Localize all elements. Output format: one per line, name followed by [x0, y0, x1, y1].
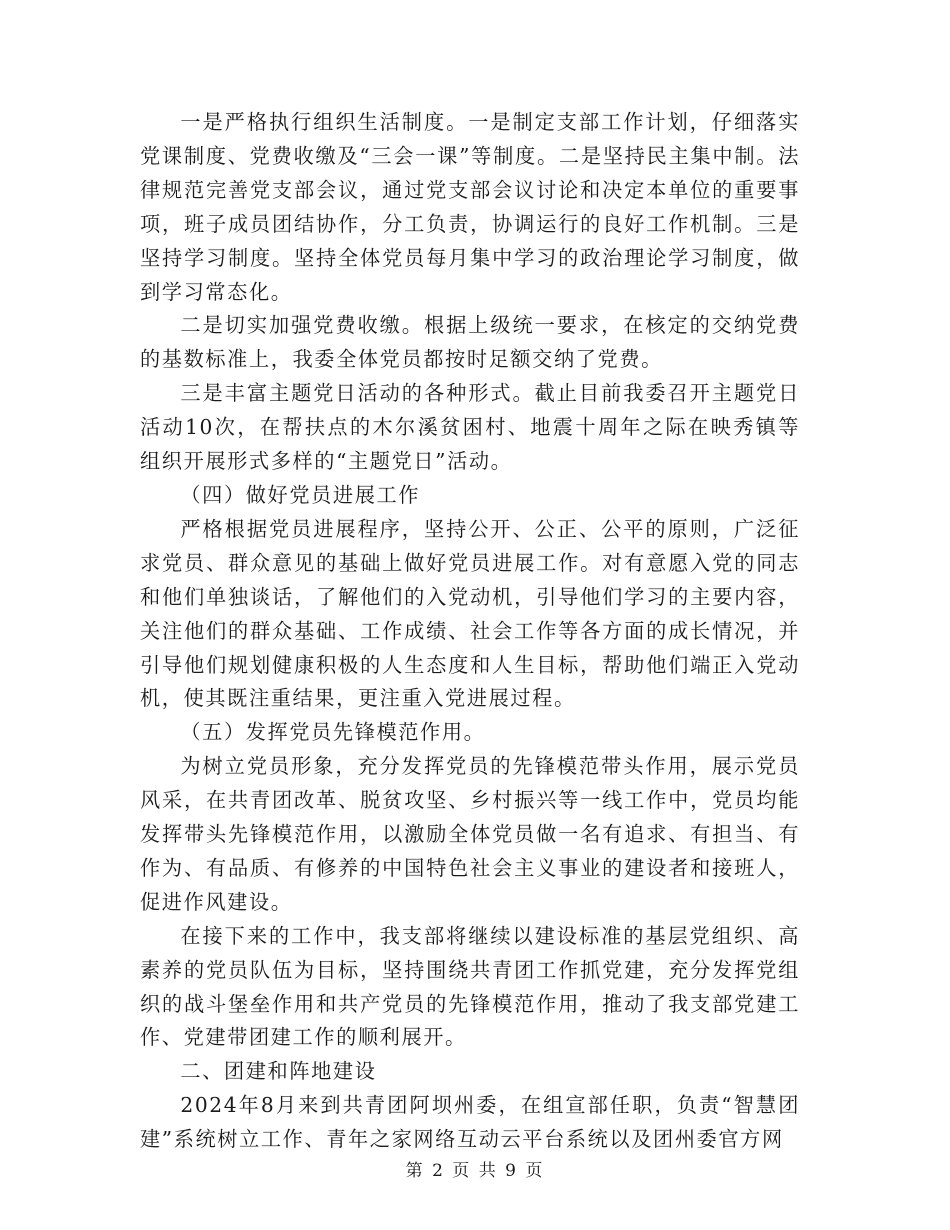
paragraph-league-building: 2024年8月来到共青团阿坝州委，在组宣部任职，负责“智慧团建”系统树立工作、青年之家网络互动云平台系统以及团州委官方网 — [140, 1093, 800, 1152]
paragraph-vanguard-role: 为树立党员形象，充分发挥党员的先锋模范带头作用，展示党员风采，在共青团改革、脱贫攻坚、乡村振兴等一线工作中，党员均能发挥带头先锋模范作用，以激励全体党员做一名有追求、有担当、有作为、有品质、有修养的中国特色社会主义事业的建设者和接班人，促进作风建设。 — [140, 754, 800, 914]
section-heading-member-development: （四）做好党员进展工作 — [180, 482, 421, 507]
paragraph-party-fees: 二是切实加强党费收缴。根据上级统一要求，在核定的交纳党费的基数标准上，我委全体党员都按时足额交纳了党费。 — [140, 313, 800, 372]
document-body — [140, 106, 800, 1157]
section-heading-league-building: 二、团建和阵地建设 — [180, 1059, 377, 1084]
paragraph-next-steps: 在接下来的工作中，我支部将继续以建设标准的基层党组织、高素养的党员队伍为目标，坚持围绕共青团工作抓党建，充分发挥党组织的战斗堡垒作用和共产党员的先锋模范作用，推动了我支部党建工作、党建带团建工作的顺利展开。 — [140, 923, 800, 1050]
section-heading-vanguard-role: （五）发挥党员先锋模范作用。 — [180, 720, 486, 745]
paragraph-member-development: 严格根据党员进展程序，坚持公开、公正、公平的原则，广泛征求党员、群众意见的基础上做好党员进展工作。对有意愿入党的同志和他们单独谈话，了解他们的入党动机，引导他们学习的主要内容，关注他们的群众基础、工作成绩、社会工作等各方面的成长情况，并引导他们规划健康积极的人生态度和人生目标，帮助他们端正入党动机，使其既注重结果，更注重入党进展过程。 — [140, 516, 800, 711]
paragraph-theme-party-day: 三是丰富主题党日活动的各种形式。截止目前我委召开主题党日活动10次，在帮扶点的木尔溪贫困村、地震十周年之际在映秀镇等组织开展形式多样的“主题党日”活动。 — [140, 381, 800, 474]
page-number-footer: 第 2 页 共 9 页 — [405, 1161, 545, 1181]
paragraph-organization-life: 一是严格执行组织生活制度。一是制定支部工作计划，仔细落实党课制度、党费收缴及“三会一课”等制度。二是坚持民主集中制。法律规范完善党支部会议，通过党支部会议讨论和决定本单位的重要事项，班子成员团结协作，分工负责，协调运行的良好工作机制。三是坚持学习制度。坚持全体党员每月集中学习的政治理论学习制度，做到学习常态化。 — [140, 110, 800, 304]
